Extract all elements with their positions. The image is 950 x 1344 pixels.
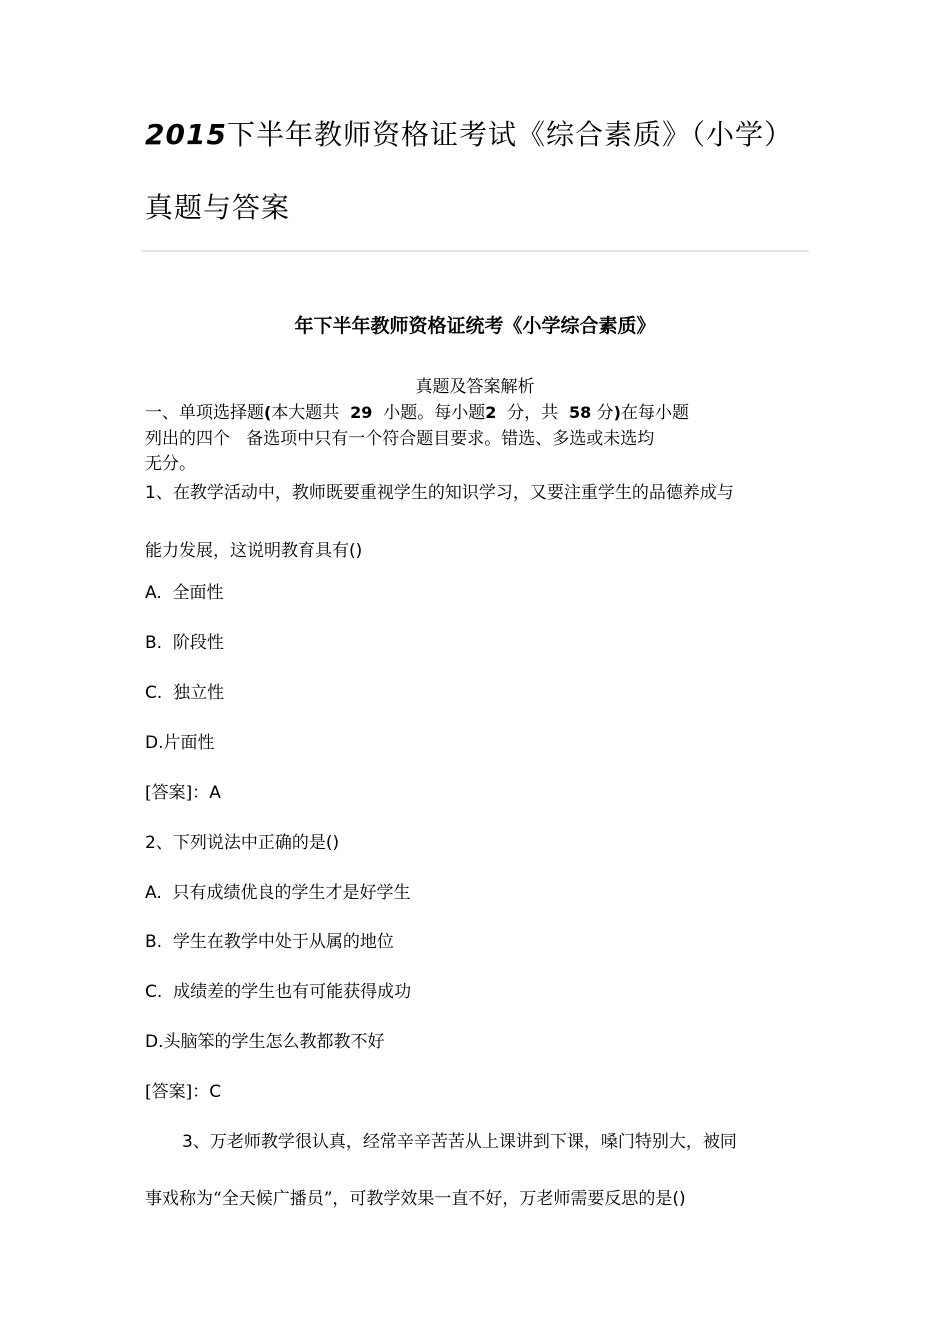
- document-title-line2: 真题与答案: [145, 191, 291, 224]
- question-2-line-1: 2、下列说法中正确的是(): [145, 833, 340, 853]
- question-1-option-c: C. 独立性: [145, 683, 225, 703]
- question-3-line-2: 事戏称为“全天候广播员”，可教学效果一直不好，万老师需要反思的是(): [145, 1189, 686, 1209]
- question-1-option-a: A. 全面性: [145, 583, 224, 603]
- document-title-line1: [145, 113, 793, 153]
- question-2-option-a: A. 只有成绩优良的学生才是好学生: [145, 883, 411, 903]
- question-1-option-b: B. 阶段性: [145, 633, 224, 653]
- question-2-option-c: C. 成绩差的学生也有可能获得成功: [145, 982, 412, 1002]
- intro-line-1: 一、单项选择题(本大题共 29 小题。每小题2 分，共 58 分)在每小题: [145, 403, 689, 423]
- question-2-answer: [答案]：C: [145, 1082, 222, 1102]
- question-1-option-d: D.片面性: [145, 733, 215, 753]
- question-2-option-b: B. 学生在教学中处于从属的地位: [145, 932, 394, 952]
- title-text: 下半年教师资格证考试《综合素质》（小学）: [226, 118, 793, 151]
- exam-subtitle-2: 真题及答案解析: [415, 377, 535, 397]
- question-1-line-2: 能力发展，这说明教育具有(): [145, 541, 363, 561]
- question-1-answer: [答案]：A: [145, 783, 221, 803]
- title-year: 2015: [145, 118, 227, 151]
- exam-subtitle: 年下半年教师资格证统考《小学综合素质》: [294, 315, 656, 337]
- intro-line-3: 无分。: [145, 454, 196, 474]
- title-divider: [142, 250, 809, 252]
- question-1-line-1: 1、在教学活动中，教师既要重视学生的知识学习，又要注重学生的品德养成与: [145, 483, 734, 503]
- question-2-option-d: D.头脑笨的学生怎么教都教不好: [145, 1032, 385, 1052]
- intro-line-2: 列出的四个 备选项中只有一个符合题目要求。错选、多选或未选均: [145, 429, 655, 449]
- question-3-line-1: 3、万老师教学很认真，经常辛辛苦苦从上课讲到下课，嗓门特别大，被同: [182, 1132, 737, 1152]
